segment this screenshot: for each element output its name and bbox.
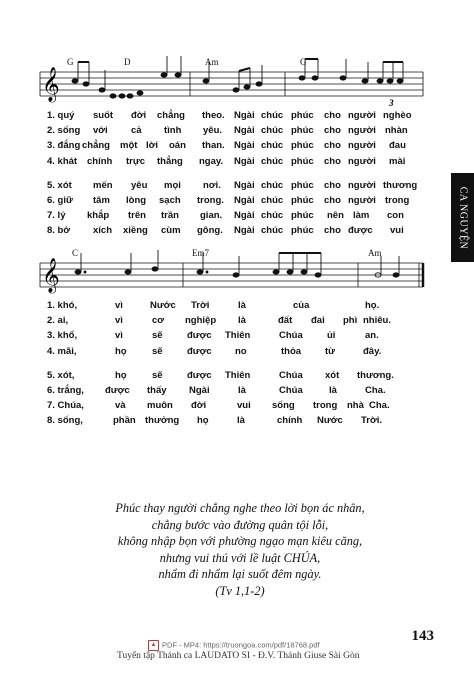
lyric-word: đất	[278, 315, 293, 327]
lyric-line	[47, 346, 423, 361]
lyric-word: 6. trắng,	[47, 384, 84, 396]
lyric-word: người	[348, 194, 376, 206]
lyric-word: mến	[93, 179, 113, 191]
lyric-word: xót	[325, 369, 340, 381]
lyric-word: tình	[164, 125, 182, 137]
section-side-label: CA NGUYỆN	[457, 186, 468, 249]
lyric-word: cơ	[152, 315, 165, 327]
lyric-word: 4. mãi,	[47, 345, 77, 357]
lyric-word: 3. khổ,	[47, 330, 78, 342]
lyric-word: Cha.	[365, 384, 386, 396]
lyric-word: chẳng	[82, 140, 110, 152]
pdf-watermark[interactable]	[148, 640, 320, 651]
music-staff-2	[40, 258, 423, 293]
svg-text:𝄞: 𝄞	[42, 67, 60, 102]
lyric-word: cho	[324, 155, 341, 167]
psalm-quote	[60, 500, 420, 600]
lyric-line	[47, 300, 423, 315]
lyric-word: người	[348, 140, 376, 152]
lyric-word: 1. quý	[47, 110, 75, 121]
lyric-word: chúc	[261, 225, 284, 237]
lyric-line	[47, 330, 423, 345]
lyric-word: chính	[87, 155, 113, 167]
lyric-word: cả	[131, 125, 142, 137]
lyric-word: mọi	[164, 179, 181, 191]
music-staff-1	[40, 67, 423, 108]
lyric-line	[47, 195, 423, 210]
lyric-word: chúc	[261, 179, 284, 191]
lyric-word: Thiên	[225, 369, 251, 381]
lyric-word: phúc	[291, 155, 314, 167]
lyric-line	[47, 140, 423, 155]
chord-symbol: G	[300, 57, 307, 67]
lyric-word: một	[120, 140, 138, 152]
lyric-word: 8. sống,	[47, 415, 83, 427]
lyric-word: 6. giữ	[47, 194, 73, 206]
lyric-word: sẽ	[152, 369, 163, 381]
lyric-word: trực	[126, 155, 146, 167]
lyric-word: thưởng	[145, 415, 180, 427]
lyric-word: trong	[313, 400, 338, 412]
lyric-word: là	[237, 415, 245, 427]
lyric-word: sẽ	[152, 330, 163, 342]
lyric-word: 2. sống	[47, 125, 81, 137]
lyric-word: Chúa	[279, 330, 303, 342]
lyric-word: nghèo	[383, 110, 412, 121]
lyric-word: người	[348, 179, 376, 191]
lyric-word: thương	[383, 179, 418, 191]
lyric-word: an.	[365, 330, 379, 342]
lyric-word: chính	[277, 415, 303, 427]
lyric-word: lòng	[126, 194, 147, 206]
svg-text:𝄞: 𝄞	[42, 258, 60, 293]
lyric-line	[47, 400, 423, 415]
lyric-word: thương.	[357, 369, 394, 381]
lyric-word: nhàn	[385, 125, 408, 137]
lyric-word: chúc	[261, 110, 284, 121]
lyric-word: yêu.	[203, 125, 223, 137]
lyric-word: muôn	[147, 400, 173, 412]
lyric-word: của	[293, 300, 310, 311]
lyric-line	[47, 225, 423, 240]
lyric-word: 1. khó,	[47, 300, 78, 311]
lyric-word: với	[93, 125, 108, 137]
lyric-word: Ngài	[234, 140, 255, 152]
lyric-word: nhà	[347, 400, 364, 412]
lyric-line	[47, 210, 423, 225]
lyric-word: 8. bớ	[47, 225, 71, 237]
staff-notation-2	[40, 258, 423, 293]
lyric-word: vui	[390, 225, 404, 237]
lyric-word: là	[238, 300, 246, 311]
triplet-mark: 3	[389, 98, 394, 108]
lyric-word: họ	[197, 415, 209, 427]
chord-symbol: Em7	[192, 248, 209, 258]
lyric-word: họ	[115, 369, 127, 381]
lyric-word: theo.	[202, 110, 225, 121]
lyric-word: 5. xót,	[47, 369, 75, 381]
lyric-word: 7. Chúa,	[47, 400, 84, 412]
lyric-word: xích	[93, 225, 113, 237]
lyric-word: cho	[324, 179, 341, 191]
lyric-word: trần	[161, 210, 179, 222]
lyric-word: là	[329, 384, 337, 396]
lyric-word: Ngài	[234, 155, 255, 167]
lyric-word: Nước	[317, 415, 343, 427]
quote-reference: (Tv 1,1-2)	[215, 583, 265, 598]
lyric-word: lời	[146, 140, 159, 152]
lyric-word: thấy	[147, 384, 167, 396]
lyric-word: trong	[385, 194, 410, 206]
quote-line: chẳng bước vào đường quân tội lỗi,	[151, 517, 329, 532]
lyric-word: no	[235, 345, 247, 357]
lyric-word: Chúa	[279, 384, 303, 396]
lyric-word: phần	[113, 415, 136, 427]
lyric-word: vì	[115, 300, 123, 311]
lyric-word: là	[238, 315, 246, 327]
lyric-word: suốt	[93, 110, 114, 121]
quote-line: nhưng vui thú với lề luật CHÚA,	[159, 550, 321, 565]
lyric-word: chúc	[261, 155, 284, 167]
page-footer: Tuyển tập Thánh ca LAUDATO SI - Đ.V. Thánh Giuse Sài Gòn	[117, 651, 360, 661]
lyric-word: Trời.	[361, 415, 383, 427]
lyric-word: than.	[202, 140, 225, 152]
lyric-line	[47, 385, 423, 400]
lyric-word: cho	[324, 125, 341, 137]
lyric-word: Ngài	[234, 110, 255, 121]
chord-symbol: Am	[368, 248, 382, 258]
lyric-word: sạch	[159, 194, 181, 206]
lyric-word: yêu	[131, 179, 148, 191]
lyric-word: gông.	[197, 225, 223, 237]
lyric-word: cho	[324, 225, 341, 237]
lyric-line	[47, 110, 423, 125]
lyric-word: chúc	[261, 210, 284, 222]
chord-symbol: D	[124, 57, 131, 67]
lyric-line	[47, 370, 423, 385]
lyric-word: oán	[169, 140, 186, 152]
lyric-word: vui	[237, 400, 251, 412]
page-number: 143	[411, 628, 434, 644]
chord-symbol: G	[67, 57, 74, 67]
chord-symbol: Am	[205, 57, 219, 67]
lyric-word: Ngài	[189, 384, 210, 396]
lyric-word: đời	[131, 110, 147, 121]
quote-line: không nhập bọn với phường ngạo mạn kiêu căng,	[117, 534, 363, 549]
lyric-word: Ngài	[234, 210, 255, 222]
lyric-word: Ngài	[234, 179, 255, 191]
chord-row-2	[40, 248, 423, 260]
lyric-word: phúc	[291, 179, 314, 191]
lyric-line	[47, 125, 423, 140]
lyric-word: 2. ai,	[47, 315, 69, 327]
lyric-word: trong.	[197, 194, 224, 206]
section-side-tab	[451, 173, 474, 262]
lyrics-block-1	[47, 110, 423, 241]
lyric-word: họ	[115, 345, 127, 357]
lyric-word: cùm	[161, 225, 181, 237]
lyric-word: đây.	[363, 345, 382, 357]
chord-symbol: C	[72, 248, 79, 258]
lyric-word: phúc	[291, 210, 314, 222]
lyric-word: được	[187, 345, 212, 357]
lyric-word: người	[348, 110, 376, 121]
lyric-word: cho	[324, 110, 341, 121]
lyric-word: Trời	[191, 300, 210, 311]
lyric-word: vì	[115, 330, 123, 342]
lyric-word: được	[187, 369, 212, 381]
lyric-word: 4. khát	[47, 155, 78, 167]
lyric-word: phúc	[291, 225, 314, 237]
lyric-word: gian.	[200, 210, 223, 222]
lyric-word: tâm	[93, 194, 110, 206]
lyric-word: trên	[128, 210, 146, 222]
lyric-word: và	[115, 400, 126, 412]
lyrics-block-2	[47, 300, 423, 431]
quote-line: Phúc thay người chẳng nghe theo lời bọn ác nhân,	[115, 501, 365, 515]
staff-notation-1	[40, 67, 423, 112]
lyric-word: thỏa	[281, 345, 302, 357]
lyric-word: người	[348, 155, 376, 167]
lyric-word: được	[105, 384, 130, 396]
lyric-word: nghiệp	[185, 315, 217, 327]
lyric-word: Nước	[150, 300, 176, 311]
lyric-word: cho	[324, 140, 341, 152]
lyric-word: phúc	[291, 125, 314, 137]
lyric-word: phúc	[291, 140, 314, 152]
watermark-link-text[interactable]: PDF - MP4: https://truongoa.com/pdf/18768.pdf	[162, 640, 320, 650]
lyric-word: sống	[272, 400, 295, 412]
lyric-word: phúc	[291, 110, 314, 121]
lyric-word: nhiêu.	[363, 315, 391, 327]
lyric-word: chúc	[261, 194, 284, 206]
lyric-word: khắp	[87, 210, 110, 222]
lyric-word: Ngài	[234, 125, 255, 137]
lyric-word: đời	[191, 400, 207, 412]
lyric-word: Ngài	[234, 225, 255, 237]
lyric-word: Chúa	[279, 369, 303, 381]
lyric-word: Thiên	[225, 330, 251, 342]
lyric-word: đai	[311, 315, 325, 327]
lyric-word: họ.	[365, 300, 380, 311]
lyric-word: phì	[343, 315, 358, 327]
lyric-word: chẳng	[157, 110, 185, 121]
lyric-word: thẳng	[157, 155, 183, 167]
lyric-word: chúc	[261, 125, 284, 137]
lyric-line	[47, 156, 423, 171]
lyric-word: con	[387, 210, 404, 222]
lyric-word: từ	[325, 345, 336, 357]
lyric-word: sẽ	[152, 345, 163, 357]
lyric-line	[47, 415, 423, 430]
lyric-line	[47, 180, 423, 195]
lyric-word: 5. xót	[47, 179, 72, 191]
lyric-word: Cha.	[369, 400, 390, 412]
lyric-word: đau	[389, 140, 406, 152]
lyric-word: nên	[327, 210, 344, 222]
pdf-icon: ▲	[148, 640, 159, 651]
lyric-word: làm	[353, 210, 370, 222]
lyric-word: cho	[324, 194, 341, 206]
lyric-line	[47, 315, 423, 330]
lyric-word: 7. lý	[47, 210, 66, 222]
lyric-word: Ngài	[234, 194, 255, 206]
lyric-word: vì	[115, 315, 123, 327]
lyric-word: được	[187, 330, 212, 342]
lyric-word: nơi.	[203, 179, 221, 191]
lyric-word: ủi	[327, 330, 336, 342]
chord-row-1	[40, 57, 423, 69]
lyric-word: người	[348, 125, 376, 137]
lyric-word: là	[238, 384, 246, 396]
quote-line: nhẩm đi nhẩm lại suốt đêm ngày.	[158, 567, 322, 582]
lyric-word: mài	[389, 155, 406, 167]
lyric-word: phúc	[291, 194, 314, 206]
lyric-word: được	[348, 225, 373, 237]
lyric-word: xiềng	[123, 225, 148, 237]
lyric-word: chúc	[261, 140, 284, 152]
lyric-word: ngay.	[199, 155, 224, 167]
lyric-word: 3. đắng	[47, 140, 81, 152]
